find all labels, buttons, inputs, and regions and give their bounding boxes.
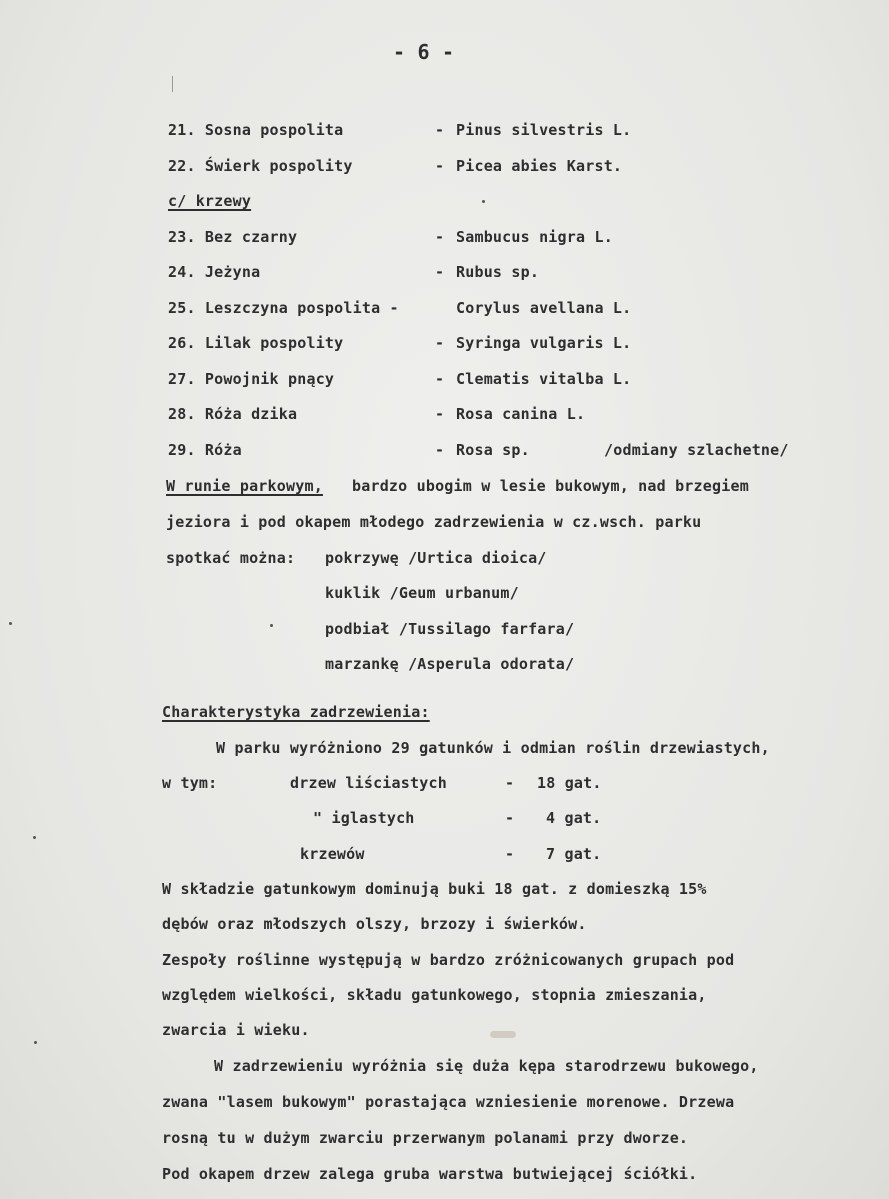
intro-line: W parku wyróżniono 29 gatunków i odmian roślin drzewiastych, [216,739,770,757]
scan-line [172,76,173,92]
paragraph-line: względem wielkości, składu gatunkowego, stopnia zmieszania, [162,986,707,1004]
list-item-latin: Rubus sp. [456,263,540,281]
list-item-latin: Clematis vitalba L. [456,370,632,388]
page-number: - 6 - [393,40,455,64]
list-item-dash: - [435,157,445,175]
list-item-polish: 22. Świerk pospolity [168,157,353,175]
paragraph-line: zwarcia i wieku. [162,1021,310,1039]
count-value: 4 gat. [546,809,602,827]
count-label: krzewów [300,845,365,863]
list-item-polish: 21. Sosna pospolita [168,121,344,139]
count-label: " iglastych [313,809,415,827]
list-item-dash: - [435,334,445,352]
paragraph-line: Pod okapem drzew zalega gruba warstwa butwiejącej ściółki. [162,1165,698,1183]
paragraph-line: zwana "lasem bukowym" porastająca wzniesienie morenowe. Drzewa [162,1093,735,1111]
list-item-polish: 29. Róża [168,441,242,459]
list-item-latin: Rosa canina L. [456,405,586,423]
list-item-latin: Syringa vulgaris L. [456,334,632,352]
list-item-dash: - [435,263,445,281]
plant-item: pokrzywę /Urtica dioica/ [325,549,547,567]
charakterystyka-heading: Charakterystyka zadrzewienia: [162,703,430,721]
count-dash: - [505,845,515,863]
paragraph-line: W składzie gatunkowym dominują buki 18 gat. z domieszką 15% [162,880,707,898]
count-value: 7 gat. [546,845,602,863]
list-item-polish: 24. Jeżyna [168,263,261,281]
scan-speck [34,1041,37,1044]
ink-smudge [490,1031,516,1038]
list-item-polish: 23. Bez czarny [168,228,298,246]
scan-speck [482,200,485,203]
runo-line: bardzo ubogim w lesie bukowym, nad brzegiem [352,477,749,495]
list-item-dash: - [435,121,445,139]
list-item-latin: Corylus avellana L. [456,299,632,317]
paragraph-line: Zespoły roślinne występują w bardzo zróżnicowanych grupach pod [162,951,735,969]
list-item-polish: 28. Róża dzika [168,405,298,423]
count-label: drzew liściastych [290,774,447,792]
list-item-polish: 25. Leszczyna pospolita - [168,299,399,317]
w-tym-label: w tym: [162,774,218,792]
section-heading-krzewy: c/ krzewy [168,192,252,210]
runo-line: jeziora i pod okapem młodego zadrzewienia w cz.wsch. parku [166,513,702,531]
runo-prefix: spotkać można: [166,549,296,567]
scan-speck [33,836,36,839]
plant-item: podbiał /Tussilago farfara/ [325,620,575,638]
list-item-dash: - [435,228,445,246]
scan-speck [9,622,12,625]
list-item-note: /odmiany szlachetne/ [604,441,789,459]
count-dash: - [505,774,515,792]
list-item-polish: 26. Lilak pospolity [168,334,344,352]
scan-speck [270,624,273,627]
list-item-latin: Rosa sp. [456,441,530,459]
plant-item: kuklik /Geum urbanum/ [325,584,519,602]
count-value: 18 gat. [537,774,602,792]
paragraph-line: W zadrzewieniu wyróżnia się duża kępa starodrzewu bukowego, [214,1057,759,1075]
plant-item: marzankę /Asperula odorata/ [325,655,575,673]
list-item-polish: 27. Powojnik pnący [168,370,335,388]
paragraph-line: rosną tu w dużym zwarciu przerwanym polanami przy dworze. [162,1129,689,1147]
count-dash: - [505,809,515,827]
list-item-dash: - [435,370,445,388]
runo-heading: W runie parkowym, [166,477,323,495]
list-item-dash: - [435,441,445,459]
list-item-latin: Pinus silvestris L. [456,121,632,139]
list-item-dash: - [435,405,445,423]
list-item-latin: Sambucus nigra L. [456,228,613,246]
list-item-latin: Picea abies Karst. [456,157,623,175]
paragraph-line: dębów oraz młodszych olszy, brzozy i świerków. [162,915,587,933]
